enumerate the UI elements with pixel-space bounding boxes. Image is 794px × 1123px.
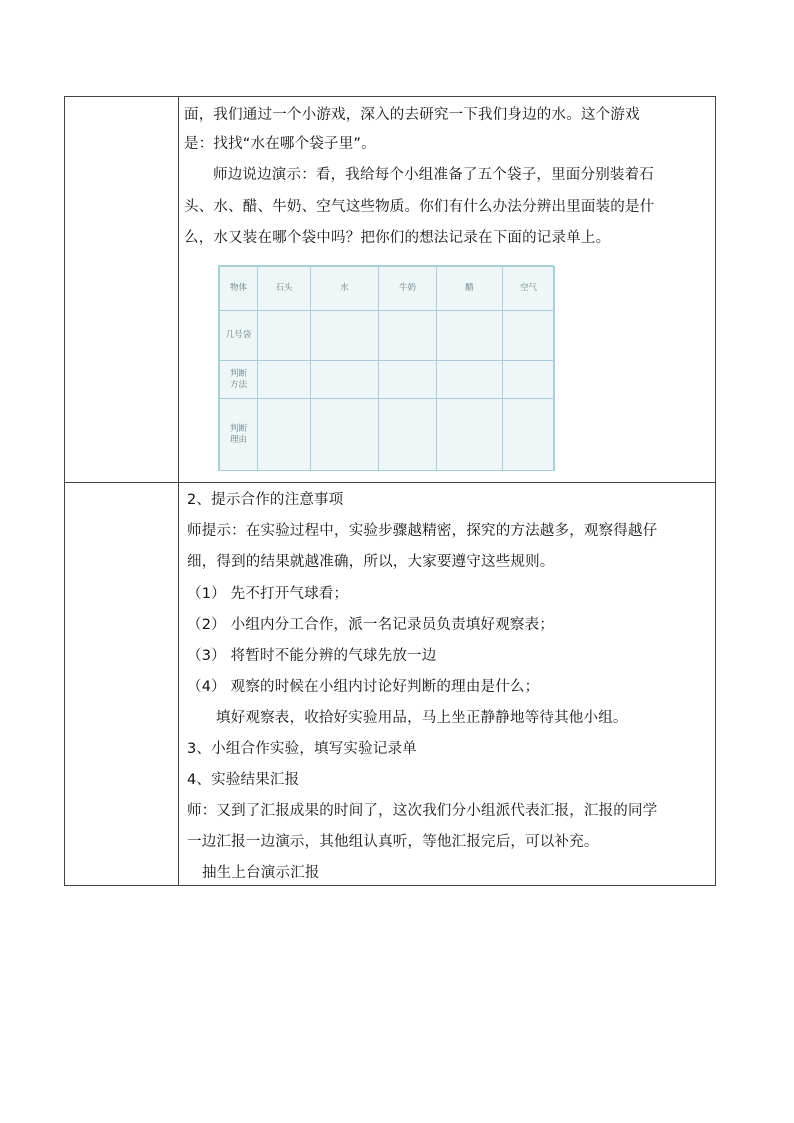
list-item: （1） 先不打开气球看；	[187, 586, 349, 602]
column-divider	[178, 97, 179, 885]
section-heading: 2、提示合作的注意事项	[187, 492, 344, 508]
empty-cell	[437, 399, 503, 471]
empty-cell	[379, 399, 437, 471]
paragraph-line: 么，水又装在哪个袋中吗？把你们的想法记录在下面的记录单上。	[184, 230, 611, 246]
paragraph-line: 填好观察表，收拾好实验用品，马上坐正静静地等待其他小组。	[216, 710, 628, 726]
empty-cell	[437, 311, 503, 361]
list-item: （2） 小组内分工合作，派一名记录员负责填好观察表；	[187, 617, 555, 633]
row-label: 几号袋	[220, 311, 258, 361]
empty-cell	[503, 399, 555, 471]
header-cell: 醋	[437, 267, 503, 311]
empty-cell	[311, 399, 379, 471]
list-item: （4） 观察的时候在小组内讨论好判断的理由是什么；	[187, 679, 540, 695]
empty-cell	[258, 361, 311, 399]
paragraph-line: 师边说边演示：看，我给每个小组准备了五个袋子，里面分别装着石	[213, 167, 654, 183]
empty-cell	[503, 361, 555, 399]
paragraph-line: 面，我们通过一个小游戏，深入的去研究一下我们身边的水。这个游戏	[184, 107, 640, 123]
paragraph-line: 是：找找“水在哪个袋子里”。	[184, 136, 376, 152]
record-sheet	[218, 265, 554, 471]
empty-cell	[258, 311, 311, 361]
row-divider	[65, 482, 715, 483]
empty-cell	[311, 311, 379, 361]
section-heading: 3、小组合作实验，填写实验记录单	[187, 741, 417, 757]
empty-cell	[258, 399, 311, 471]
row-label: 判断理由	[220, 399, 258, 471]
empty-cell	[311, 361, 379, 399]
empty-cell	[379, 311, 437, 361]
paragraph-line: 一边汇报一边演示，其他组认真听，等他汇报完后，可以补充。	[187, 834, 599, 850]
paragraph-line: 头、水、醋、牛奶、空气这些物质。你们有什么办法分辨出里面装的是什	[184, 199, 655, 215]
header-cell: 空气	[503, 267, 555, 311]
header-cell: 石头	[258, 267, 311, 311]
empty-cell	[503, 311, 555, 361]
lesson-table	[64, 96, 716, 886]
row-label: 判断方法	[220, 361, 258, 399]
empty-cell	[437, 361, 503, 399]
paragraph-line: 细，得到的结果就越准确，所以，大家要遵守这些规则。	[187, 554, 555, 570]
header-cell: 牛奶	[379, 267, 437, 311]
section-heading: 4、实验结果汇报	[187, 772, 300, 788]
paragraph-line: 师提示：在实验过程中，实验步骤越精密，探究的方法越多，观察得越仔	[187, 523, 658, 539]
empty-cell	[379, 361, 437, 399]
paragraph-line: 师：又到了汇报成果的时间了，这次我们分小组派代表汇报，汇报的同学	[187, 803, 658, 819]
paragraph-line: 抽生上台演示汇报	[202, 865, 320, 881]
header-cell: 水	[311, 267, 379, 311]
header-cell: 物体	[220, 267, 258, 311]
list-item: （3） 将暂时不能分辨的气球先放一边	[187, 648, 437, 664]
